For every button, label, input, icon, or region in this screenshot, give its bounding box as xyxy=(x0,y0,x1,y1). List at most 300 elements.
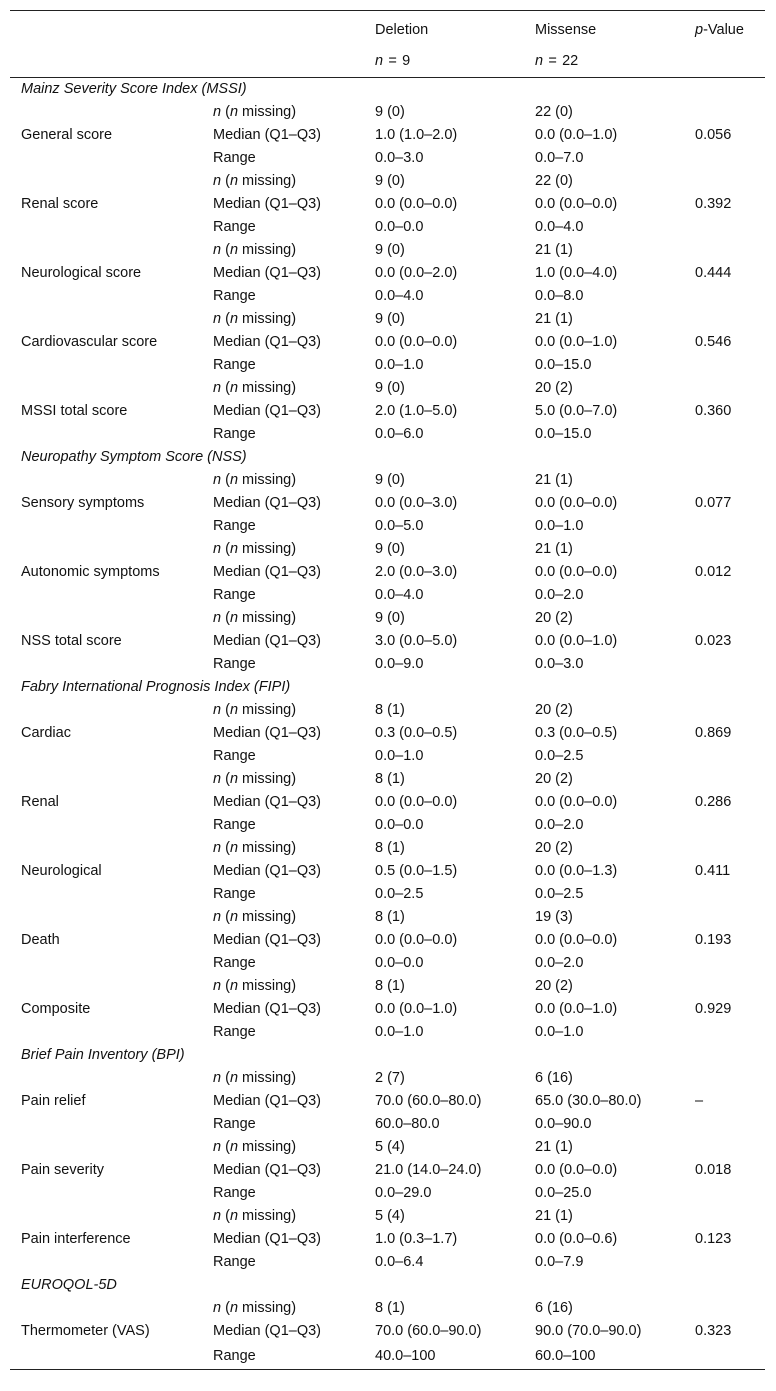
table-row xyxy=(10,515,765,538)
cell-p-blank xyxy=(684,308,765,331)
cell-deletion: 0.0 (0.0–0.0) xyxy=(375,196,458,212)
n-equals: = xyxy=(548,53,557,69)
cell-deletion: 0.0 (0.0–2.0) xyxy=(375,265,458,281)
n-value: 9 xyxy=(402,53,411,69)
stat-label-n xyxy=(202,308,364,331)
n-letter: n xyxy=(229,978,239,994)
cell-deletion: 9 (0) xyxy=(375,242,405,258)
table-row xyxy=(10,906,765,929)
cell-missense: 65.0 (30.0–80.0) xyxy=(535,1093,642,1109)
cell-p-value: 0.411 xyxy=(695,863,731,879)
variable-name-blank xyxy=(10,423,202,446)
stat-label-range: Range xyxy=(213,288,256,304)
n-letter: n xyxy=(213,909,222,925)
n-close: missing) xyxy=(238,1208,297,1224)
cell-missense: 0.3 (0.0–0.5) xyxy=(535,725,618,741)
cell-p-blank xyxy=(684,975,765,998)
stat-label-median: Median (Q1–Q3) xyxy=(213,1162,321,1178)
table-row xyxy=(10,1228,765,1251)
cell-p-blank xyxy=(684,354,765,377)
stat-label-n xyxy=(202,538,364,561)
variable-name: Renal score xyxy=(21,196,99,212)
n-letter: n xyxy=(213,1208,222,1224)
cell-p-blank xyxy=(684,607,765,630)
stat-label-range: Range xyxy=(213,886,256,902)
variable-name-blank xyxy=(10,469,202,492)
section-title: Mainz Severity Score Index (MSSI) xyxy=(21,81,247,97)
n-open: ( xyxy=(221,1300,230,1316)
stat-label-n xyxy=(202,170,364,193)
cell-deletion: 0.0–1.0 xyxy=(375,357,424,373)
cell-p-blank xyxy=(684,906,765,929)
cell-p-value: 0.077 xyxy=(695,495,732,511)
cell-missense: 5.0 (0.0–7.0) xyxy=(535,403,618,419)
cell-missense: 0.0 (0.0–0.0) xyxy=(535,196,618,212)
stat-label-range: Range xyxy=(213,1024,256,1040)
n-open: ( xyxy=(221,541,230,557)
table-row xyxy=(10,883,765,906)
cell-p-blank xyxy=(684,699,765,722)
table-row xyxy=(10,722,765,745)
cell-deletion: 0.0 (0.0–0.0) xyxy=(375,794,458,810)
cell-p-blank xyxy=(684,1136,765,1159)
cell-p-blank xyxy=(684,745,765,768)
cell-deletion: 2.0 (0.0–3.0) xyxy=(375,564,458,580)
cell-deletion: 0.0–9.0 xyxy=(375,656,424,672)
table-row xyxy=(10,584,765,607)
stat-label-n xyxy=(202,1205,364,1228)
cell-p-value: 0.392 xyxy=(695,196,732,212)
cell-p-value: 0.193 xyxy=(695,932,732,948)
variable-name-blank xyxy=(10,745,202,768)
variable-name-blank xyxy=(10,354,202,377)
stat-label-n xyxy=(202,768,364,791)
cell-missense: 0.0 (0.0–1.0) xyxy=(535,1001,618,1017)
n-close: missing) xyxy=(238,173,297,189)
cell-p-blank xyxy=(684,216,765,239)
stat-label-median: Median (Q1–Q3) xyxy=(213,265,321,281)
n-open: ( xyxy=(221,173,230,189)
cell-deletion: 9 (0) xyxy=(375,104,405,120)
stat-label-n xyxy=(202,469,364,492)
n-letter: n xyxy=(229,771,239,787)
header-n-missense xyxy=(524,46,684,78)
table-row xyxy=(10,975,765,998)
cell-deletion: 0.0 (0.0–0.0) xyxy=(375,932,458,948)
n-letter: n xyxy=(213,311,222,327)
n-open: ( xyxy=(221,909,230,925)
stat-label-range: Range xyxy=(213,817,256,833)
cell-missense: 0.0–2.0 xyxy=(535,587,584,603)
stat-label-n xyxy=(202,906,364,929)
cell-p-value: 0.323 xyxy=(695,1323,732,1339)
n-letter: n xyxy=(535,53,544,69)
n-letter: n xyxy=(213,702,222,718)
n-close: missing) xyxy=(238,380,297,396)
cell-deletion: 9 (0) xyxy=(375,541,405,557)
header-missense: Missense xyxy=(524,11,684,47)
cell-p-value: 0.929 xyxy=(695,1001,732,1017)
cell-missense: 6 (16) xyxy=(535,1300,573,1316)
cell-missense: 0.0–2.5 xyxy=(535,886,584,902)
variable-name-blank xyxy=(10,216,202,239)
cell-deletion: 8 (1) xyxy=(375,1300,405,1316)
cell-p-blank xyxy=(684,952,765,975)
cell-deletion: 0.0–4.0 xyxy=(375,587,424,603)
cell-p-blank xyxy=(684,1297,765,1320)
cell-missense: 6 (16) xyxy=(535,1070,573,1086)
n-letter: n xyxy=(213,104,222,120)
n-close: missing) xyxy=(238,1070,297,1086)
variable-name: Cardiovascular score xyxy=(21,334,158,350)
n-letter: n xyxy=(229,840,239,856)
table-row xyxy=(10,1021,765,1044)
stat-label-n xyxy=(202,239,364,262)
cell-deletion: 0.0–5.0 xyxy=(375,518,424,534)
table-row xyxy=(10,1159,765,1182)
n-open: ( xyxy=(221,1208,230,1224)
table-row xyxy=(10,308,765,331)
n-letter: n xyxy=(213,472,222,488)
n-letter: n xyxy=(229,610,239,626)
table-row xyxy=(10,607,765,630)
table-row xyxy=(10,699,765,722)
stat-label-n xyxy=(202,1067,364,1090)
table-row xyxy=(10,331,765,354)
stat-label-median: Median (Q1–Q3) xyxy=(213,495,321,511)
cell-p-blank xyxy=(684,1251,765,1274)
cell-p-value: 0.444 xyxy=(695,265,732,281)
cell-p-value: 0.869 xyxy=(695,725,732,741)
cell-p-value: 0.012 xyxy=(695,564,732,580)
section-header-row xyxy=(10,1044,765,1067)
stat-label-median: Median (Q1–Q3) xyxy=(213,334,321,350)
n-letter: n xyxy=(229,311,239,327)
n-letter: n xyxy=(213,541,222,557)
table-row xyxy=(10,837,765,860)
cell-p-blank xyxy=(684,1067,765,1090)
cell-missense: 0.0–3.0 xyxy=(535,656,584,672)
table-row xyxy=(10,538,765,561)
table-row xyxy=(10,1205,765,1228)
n-open: ( xyxy=(221,702,230,718)
table-row xyxy=(10,377,765,400)
stat-label-median: Median (Q1–Q3) xyxy=(213,932,321,948)
stat-label-range: Range xyxy=(213,426,256,442)
cell-missense: 21 (1) xyxy=(535,1139,573,1155)
cell-deletion: 0.0–6.4 xyxy=(375,1254,424,1270)
variable-name-blank xyxy=(10,975,202,998)
variable-name-blank xyxy=(10,308,202,331)
header-p-value xyxy=(684,11,765,47)
variable-name-blank xyxy=(10,147,202,170)
cell-p-blank xyxy=(684,515,765,538)
cell-missense: 0.0 (0.0–0.6) xyxy=(535,1231,618,1247)
n-letter: n xyxy=(213,242,222,258)
table-row xyxy=(10,860,765,883)
stat-label-range: Range xyxy=(213,587,256,603)
cell-missense: 0.0–7.9 xyxy=(535,1254,584,1270)
cell-deletion: 0.0 (0.0–1.0) xyxy=(375,1001,458,1017)
stat-label-n xyxy=(202,1297,364,1320)
stat-label-n xyxy=(202,101,364,124)
cell-missense: 0.0–1.0 xyxy=(535,518,584,534)
variable-name-blank xyxy=(10,285,202,308)
n-open: ( xyxy=(221,1070,230,1086)
stat-label-range: Range xyxy=(213,1116,256,1132)
cell-missense: 21 (1) xyxy=(535,242,573,258)
stat-label-n xyxy=(202,377,364,400)
table-row xyxy=(10,630,765,653)
variable-name-blank xyxy=(10,699,202,722)
section-title: Fabry International Prognosis Index (FIPI) xyxy=(21,679,291,695)
n-close: missing) xyxy=(238,771,297,787)
n-letter: n xyxy=(213,978,222,994)
cell-deletion: 5 (4) xyxy=(375,1208,405,1224)
variable-name: Death xyxy=(21,932,60,948)
cell-deletion: 0.0–3.0 xyxy=(375,150,424,166)
variable-name-blank xyxy=(10,1297,202,1320)
section-header-row xyxy=(10,446,765,469)
cell-missense: 21 (1) xyxy=(535,541,573,557)
n-close: missing) xyxy=(238,610,297,626)
variable-name: Sensory symptoms xyxy=(21,495,145,511)
table-body xyxy=(10,78,765,1370)
table-row xyxy=(10,791,765,814)
stat-label-range: Range xyxy=(213,518,256,534)
variable-name-blank xyxy=(10,653,202,676)
cell-missense: 0.0–25.0 xyxy=(535,1185,592,1201)
cell-p-blank xyxy=(684,1205,765,1228)
cell-missense: 20 (2) xyxy=(535,840,573,856)
cell-deletion: 0.5 (0.0–1.5) xyxy=(375,863,458,879)
table-row xyxy=(10,1113,765,1136)
cell-p-blank xyxy=(684,1182,765,1205)
stat-label-range: Range xyxy=(213,748,256,764)
cell-p-blank xyxy=(684,239,765,262)
table-row xyxy=(10,1090,765,1113)
variable-name: Thermometer (VAS) xyxy=(21,1323,150,1339)
stat-label-n xyxy=(202,1136,364,1159)
n-letter: n xyxy=(229,702,239,718)
variable-name-blank xyxy=(10,584,202,607)
cell-missense: 0.0–1.0 xyxy=(535,1024,584,1040)
table-row xyxy=(10,170,765,193)
table-row xyxy=(10,124,765,147)
n-letter: n xyxy=(213,1070,222,1086)
cell-p-blank xyxy=(684,837,765,860)
cell-missense: 0.0 (0.0–1.0) xyxy=(535,127,618,143)
n-close: missing) xyxy=(238,311,297,327)
n-letter: n xyxy=(375,53,384,69)
cell-missense: 0.0 (0.0–1.0) xyxy=(535,334,618,350)
table-row xyxy=(10,216,765,239)
cell-deletion: 0.0–6.0 xyxy=(375,426,424,442)
table-row xyxy=(10,239,765,262)
cell-missense: 20 (2) xyxy=(535,380,573,396)
cell-deletion: 0.0–2.5 xyxy=(375,886,424,902)
variable-name-blank xyxy=(10,1021,202,1044)
table-row xyxy=(10,1343,765,1370)
n-value: 22 xyxy=(562,53,579,69)
results-table-container xyxy=(10,10,765,1370)
variable-name: MSSI total score xyxy=(21,403,128,419)
n-letter: n xyxy=(229,173,239,189)
cell-missense: 1.0 (0.0–4.0) xyxy=(535,265,618,281)
cell-deletion: 1.0 (1.0–2.0) xyxy=(375,127,458,143)
n-letter: n xyxy=(229,242,239,258)
variable-name: Pain severity xyxy=(21,1162,105,1178)
cell-missense: 0.0 (0.0–0.0) xyxy=(535,1162,618,1178)
variable-name-blank xyxy=(10,814,202,837)
header-blank xyxy=(10,46,202,78)
table-row xyxy=(10,423,765,446)
variable-name-blank xyxy=(10,377,202,400)
n-open: ( xyxy=(221,610,230,626)
variable-name-blank xyxy=(10,1182,202,1205)
stat-label-range: Range xyxy=(213,1254,256,1270)
cell-deletion: 0.0–0.0 xyxy=(375,955,424,971)
variable-name-blank xyxy=(10,1205,202,1228)
cell-deletion: 9 (0) xyxy=(375,610,405,626)
cell-missense: 20 (2) xyxy=(535,771,573,787)
n-letter: n xyxy=(229,909,239,925)
cell-p-blank xyxy=(684,377,765,400)
n-open: ( xyxy=(221,380,230,396)
variable-name: Cardiac xyxy=(21,725,71,741)
table-row xyxy=(10,768,765,791)
section-title: Brief Pain Inventory (BPI) xyxy=(21,1047,185,1063)
table-row xyxy=(10,929,765,952)
section-header-row xyxy=(10,78,765,102)
cell-p-value: 0.018 xyxy=(695,1162,732,1178)
n-close: missing) xyxy=(238,104,297,120)
variable-name-blank xyxy=(10,1136,202,1159)
variable-name: Autonomic symptoms xyxy=(21,564,160,580)
n-close: missing) xyxy=(238,541,297,557)
cell-p-blank xyxy=(684,147,765,170)
table-row xyxy=(10,400,765,423)
n-letter: n xyxy=(213,771,222,787)
stat-label-n xyxy=(202,837,364,860)
table-row xyxy=(10,1182,765,1205)
variable-name: Neurological xyxy=(21,863,102,879)
cell-p-blank xyxy=(684,285,765,308)
stat-label-n xyxy=(202,699,364,722)
n-close: missing) xyxy=(238,840,297,856)
n-close: missing) xyxy=(238,909,297,925)
cell-deletion: 1.0 (0.3–1.7) xyxy=(375,1231,458,1247)
cell-missense: 20 (2) xyxy=(535,978,573,994)
stat-label-range: Range xyxy=(202,1343,364,1370)
cell-missense: 0.0 (0.0–0.0) xyxy=(535,794,618,810)
n-open: ( xyxy=(221,311,230,327)
cell-p-blank xyxy=(684,584,765,607)
stat-label-median: Median (Q1–Q3) xyxy=(213,725,321,741)
stat-label-median: Median (Q1–Q3) xyxy=(213,794,321,810)
variable-name: Pain relief xyxy=(21,1093,86,1109)
table-row xyxy=(10,1067,765,1090)
variable-name-blank xyxy=(10,101,202,124)
variable-name: Pain interference xyxy=(21,1231,131,1247)
cell-deletion: 0.0–1.0 xyxy=(375,1024,424,1040)
results-table xyxy=(10,10,765,1370)
n-close: missing) xyxy=(238,978,297,994)
cell-p-value: 0.286 xyxy=(695,794,732,810)
cell-deletion: 60.0–80.0 xyxy=(375,1116,440,1132)
cell-missense: 21 (1) xyxy=(535,472,573,488)
cell-p-blank xyxy=(684,1113,765,1136)
cell-deletion: 0.0 (0.0–3.0) xyxy=(375,495,458,511)
stat-label-median: Median (Q1–Q3) xyxy=(213,1001,321,1017)
stat-label-range: Range xyxy=(213,357,256,373)
n-letter: n xyxy=(229,472,239,488)
table-row xyxy=(10,262,765,285)
variable-name-blank xyxy=(10,906,202,929)
table-row xyxy=(10,469,765,492)
header-n-deletion xyxy=(364,46,524,78)
n-close: missing) xyxy=(238,242,297,258)
cell-p-blank xyxy=(684,538,765,561)
variable-name-blank xyxy=(10,538,202,561)
cell-p-blank xyxy=(684,1343,765,1370)
p-italic: p xyxy=(695,22,704,38)
cell-missense: 0.0 (0.0–0.0) xyxy=(535,564,618,580)
table-row xyxy=(10,561,765,584)
header-blank xyxy=(202,46,364,78)
variable-name-blank xyxy=(10,883,202,906)
variable-name-blank xyxy=(10,1251,202,1274)
cell-missense: 60.0–100 xyxy=(524,1343,684,1370)
stat-label-median: Median (Q1–Q3) xyxy=(213,403,321,419)
table-row xyxy=(10,1320,765,1343)
n-close: missing) xyxy=(238,702,297,718)
n-letter: n xyxy=(229,104,239,120)
cell-deletion: 0.0–0.0 xyxy=(375,817,424,833)
cell-p-blank xyxy=(684,883,765,906)
cell-deletion: 9 (0) xyxy=(375,472,405,488)
cell-deletion: 5 (4) xyxy=(375,1139,405,1155)
variable-name: Renal xyxy=(21,794,59,810)
cell-missense: 0.0–2.5 xyxy=(535,748,584,764)
cell-deletion: 0.0–29.0 xyxy=(375,1185,432,1201)
cell-deletion: 9 (0) xyxy=(375,173,405,189)
table-row xyxy=(10,952,765,975)
variable-name-blank xyxy=(10,515,202,538)
stat-label-median: Median (Q1–Q3) xyxy=(213,863,321,879)
cell-deletion: 9 (0) xyxy=(375,380,405,396)
cell-deletion: 21.0 (14.0–24.0) xyxy=(375,1162,482,1178)
cell-deletion: 0.0 (0.0–0.0) xyxy=(375,334,458,350)
cell-deletion: 8 (1) xyxy=(375,840,405,856)
cell-p-blank xyxy=(684,768,765,791)
variable-name-blank xyxy=(10,607,202,630)
n-letter: n xyxy=(213,380,222,396)
cell-p-blank xyxy=(684,170,765,193)
cell-deletion: 2 (7) xyxy=(375,1070,405,1086)
table-row xyxy=(10,745,765,768)
header-blank xyxy=(10,11,202,47)
cell-deletion: 8 (1) xyxy=(375,702,405,718)
section-title: EUROQOL-5D xyxy=(21,1277,117,1293)
variable-name-blank xyxy=(10,952,202,975)
n-letter: n xyxy=(213,1300,222,1316)
table-row xyxy=(10,1251,765,1274)
cell-missense: 0.0–4.0 xyxy=(535,219,584,235)
cell-p-value: 0.546 xyxy=(695,334,732,350)
stat-label-n xyxy=(202,975,364,998)
stat-label-median: Median (Q1–Q3) xyxy=(213,127,321,143)
